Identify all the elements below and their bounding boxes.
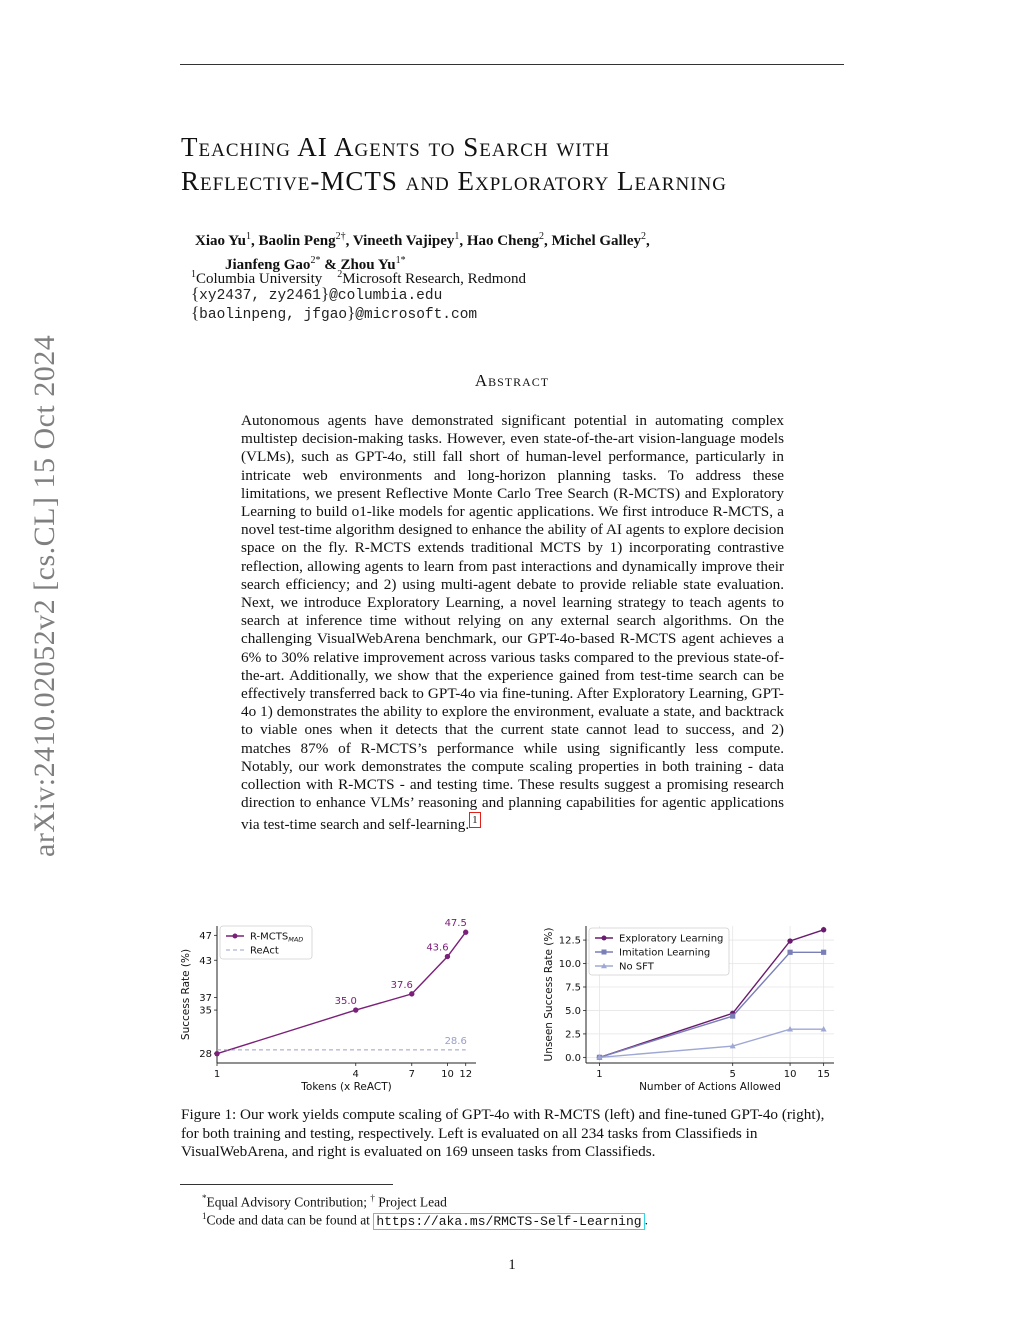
abstract-heading: Abstract [474,371,550,390]
y-tick-label: 28 [199,1049,212,1061]
abstract-body [241,412,784,835]
affiliation-name: Microsoft Research, Redmond [342,271,526,287]
y-tick-label: 12.5 [558,935,581,947]
figure-caption: Figure 1: Our work yields compute scaling of GPT-4o with R-MCTS (left) and fine-tuned GPT-4o (right), for both training and testing, respectively. Left is evaluated on all 234 tasks from Classifieds in VisualWebArena, and right is evaluated on 169 unseen tasks from Classifieds. [181,1106,825,1160]
y-tick-label: 37 [199,993,212,1005]
x-tick-label: 7 [408,1069,415,1080]
x-tick-label: 10 [441,1069,454,1080]
author-name: Hao Cheng [466,233,539,249]
y-tick-label: 0.0 [565,1052,581,1064]
affiliation-name: Columbia University [196,271,323,287]
title-line-2: Reflective-MCTS and Exploratory Learning [181,166,727,196]
footnote-mark: † [370,1193,375,1203]
legend-marker [602,936,607,941]
title-line-1: Teaching AI Agents to Search with [181,132,610,162]
footnote-code [202,1208,842,1230]
author-mark: 2 [538,231,544,242]
footnote-text: Project Lead [378,1194,447,1210]
email-users: baolinpeng, jfgao [199,307,348,323]
affiliation-mark: 1 [191,269,196,280]
x-tick-label: 10 [783,1069,797,1080]
figure-right-chart [538,918,838,1101]
author-mark: 2† [335,231,346,242]
right-chart-svg [538,918,838,1096]
arxiv-side-stamp[interactable]: arXiv:2410.02052v2 [cs.CL] 15 Oct 2024 [28,334,61,857]
email-users: xy2437, zy2461 [199,288,321,304]
author-name: Zhou Yu [340,257,396,273]
x-tick-label: 5 [729,1069,736,1080]
y-tick-label: 43 [199,955,212,967]
author-name: Jianfeng Gao [225,257,311,273]
author-mark: 2 [641,231,647,242]
author-mark: 2* [310,255,321,266]
author-name: Vineeth Vajipey [352,233,455,249]
email-line[interactable]: {xy2437, zy2461}@columbia.edu [191,284,443,304]
author-name: Baolin Peng [258,233,336,249]
y-axis-label: Success Rate (%) [180,948,192,1041]
x-axis-label: Tokens (x ReACT) [301,1081,392,1093]
author-list: Xiao Yu$^1$, Baolin Peng$^{2\dagger}$, Vineeth Vajipey$^1$, Hao Cheng$^2$, Michel Galley$^2$, Jianfeng Gao$^{2*}$ & Zhou $Yu^{1*}$ [195,231,650,273]
data-point [409,991,414,996]
code-url-link[interactable]: https://aka.ms/RMCTS-Self-Learning [373,1213,644,1230]
legend-label: $R-MCTS_{MAD}$ [250,931,304,944]
top-rule [180,64,844,65]
data-point [214,1051,219,1056]
footnote-ref-link[interactable]: 1 [469,812,481,828]
affiliation-mark: 2 [337,269,343,280]
data-label: 37.6 [390,979,413,991]
y-tick-label: 35 [199,1005,212,1017]
footnote-text: Equal Advisory Contribution; [206,1194,367,1210]
data-point [463,930,468,935]
paper-title [181,130,881,198]
data-point [353,1007,358,1012]
data-point [821,927,826,932]
y-tick-label: 10.0 [558,959,581,971]
data-point [730,1013,735,1018]
y-tick-label: 2.5 [565,1029,581,1041]
legend-label: ReAct [250,945,279,957]
author-name: Xiao Yu [195,233,246,249]
legend-label-subscript: MAD [288,935,304,944]
footnote-period: . [644,1212,648,1228]
abstract-text: Autonomous agents have demonstrated significant potential in automating complex multistep decision-making tasks. However, even state-of-the-art vision-language models (VLMs), such as GPT-4o, still fall short of human-level performance, particularly in intricate web environments and long-horizon planning tasks. To address these limitations, we present Reflective Monte Carlo Tree Search (R-MCTS) and Exploratory Learning to build o1-like models for agentic applications. We first introduce R-MCTS, a novel test-time algorithm designed to enhance the ability of AI agents to explore decision space on the fly. R-MCTS extends traditional MCTS by 1) incorporating contrastive reflection, allowing agents to learn from past interactions and dynamically improve their search efficiency; and 2) using multi-agent debate to provide reliable state evaluation. Next, we introduce Exploratory Learning, a novel learning strategy to teach agents to search at inference time without relying on any external search algorithms. On the challenging VisualWebArena benchmark, our GPT-4o-based R-MCTS agent achieves a 6% to 30% relative improvement across various tasks compared to the previous state-of-the-art. Additionally, we show that the experience gained from test-time search can be effectively transferred back to GPT-4o via fine-tuning. After Exploratory Learning, GPT-4o 1) demonstrates the ability to explore the environment, evaluate a state, and backtrack to viable ones when it detects that the current state cannot lead to success, and 2) matches 87% of R-MCTS’s performance while using significantly less compute. Notably, our work demonstrates the compute scaling properties in both training - data collection with R-MCTS - and testing time. These results suggest a promising research direction to enhance VLMs’ reasoning and planning capabilities for agentic applications via test-time search and self-learning. [241,412,784,834]
email-domain: @columbia.edu [329,288,443,304]
data-label: 43.6 [426,942,449,954]
legend-label: Imitation Learning [619,947,711,959]
y-tick-label: 47 [199,930,212,942]
footnote-rule [180,1184,393,1185]
legend-marker [602,950,607,955]
x-axis-label: Number of Actions Allowed [639,1081,781,1093]
author-mark: 1 [454,231,460,242]
x-tick-label: 15 [817,1069,831,1080]
y-axis-label: Unseen Success Rate (%) [543,927,555,1062]
data-point [445,954,450,959]
x-tick-label: 1 [596,1069,603,1080]
data-label: 28.6 [444,1035,467,1047]
email-domain: @microsoft.com [355,307,478,323]
footnote-text: Code and data can be found at [206,1212,370,1228]
author-name: Michel Galley [551,233,642,249]
footnote-mark: 1 [202,1211,207,1221]
data-point [787,938,792,943]
email-line[interactable]: {baolinpeng, jfgao}@microsoft.com [191,303,478,323]
author-mark: 1* [395,255,406,266]
x-tick-label: 1 [213,1069,221,1080]
left-chart-svg [180,918,480,1096]
author-joiner: & [324,257,337,273]
legend-label: No SFT [619,961,654,973]
author-mark: 1 [246,231,251,242]
footnote-mark: * [202,1193,207,1203]
x-tick-label: 12 [459,1069,473,1080]
y-tick-label: 5.0 [565,1005,581,1017]
data-label: 35.0 [334,996,357,1008]
page-number: 1 [508,1257,516,1273]
data-label: 47.5 [444,918,467,930]
legend-marker [233,934,238,939]
figure-left-chart [180,918,480,1101]
x-tick-label: 4 [352,1069,359,1080]
data-point [787,950,792,955]
data-point [821,950,826,955]
legend-label: Exploratory Learning [619,933,724,945]
y-tick-label: 7.5 [565,982,581,994]
